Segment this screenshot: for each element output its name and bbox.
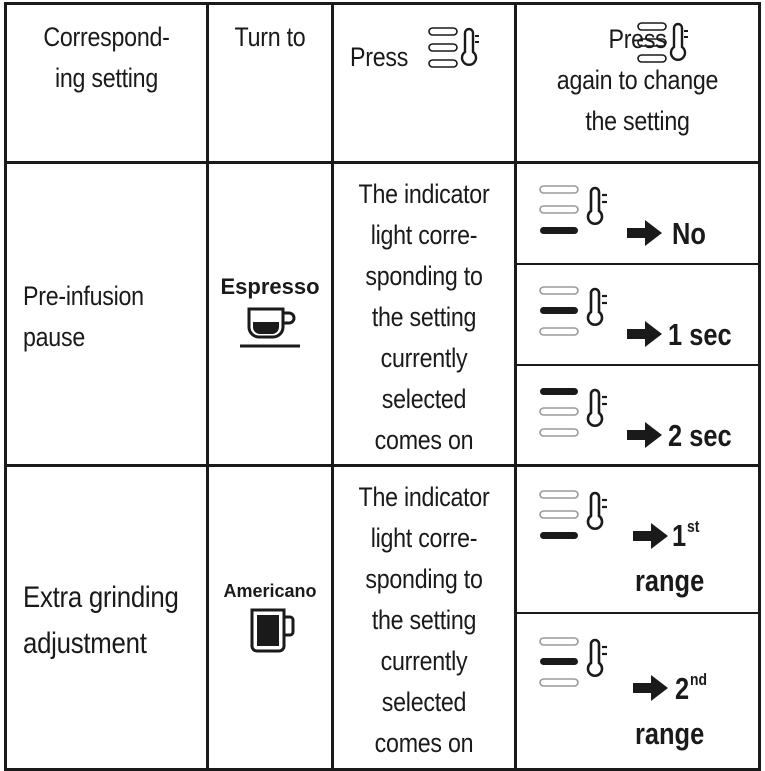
espresso-cup-icon (239, 306, 303, 352)
option-1st-range (517, 467, 758, 612)
header-label: Turn to (234, 22, 306, 52)
option-value-number: 1 (672, 518, 687, 553)
option-no (517, 164, 758, 263)
instruction-text: The indicator light corre- sponding to the setting currently selected comes on (358, 482, 490, 758)
option-value-ordinal: nd (689, 670, 708, 689)
setting-name-cell (7, 467, 206, 768)
header-press (334, 5, 514, 161)
setting-name: Pre-infusion pause (23, 281, 144, 352)
right-arrow-icon (627, 321, 663, 347)
header-turn-to (209, 5, 331, 161)
temperature-level-icon (539, 489, 619, 549)
option-value (675, 670, 707, 707)
americano-mug-icon (249, 607, 299, 655)
right-arrow-icon (627, 220, 663, 246)
temperature-level-icon (637, 22, 689, 66)
option-2nd-range (517, 614, 758, 768)
temperature-level-icon (539, 285, 619, 345)
header-label: Correspond- ing setting (43, 22, 170, 93)
setting-name-cell (7, 164, 206, 464)
header-press-again (517, 5, 758, 161)
mode-label: Espresso (220, 274, 320, 299)
right-arrow-icon (633, 675, 669, 701)
option-1-sec (517, 265, 758, 364)
temperature-level-icon (428, 27, 480, 71)
table-border-right (758, 2, 761, 771)
setting-name: Extra grinding adjustment (23, 581, 179, 660)
option-value: 1 sec (668, 317, 732, 352)
instruction-cell (334, 467, 514, 768)
header-label: Press again to change the setting (556, 24, 719, 136)
option-value-ordinal: st (686, 517, 700, 536)
option-value-word: range (635, 563, 705, 598)
right-arrow-icon (627, 422, 663, 448)
option-value-word: range (635, 716, 705, 751)
instruction-cell (334, 164, 514, 464)
option-2-sec (517, 366, 758, 464)
header-corresponding-setting (7, 5, 206, 161)
right-arrow-icon (633, 523, 669, 549)
instruction-text: The indicator light corre- sponding to the setting currently selected comes on (358, 179, 490, 455)
mode-label: Americano (223, 581, 317, 601)
header-label: Press (350, 42, 409, 72)
temperature-level-icon (539, 184, 619, 244)
option-value-number: 2 (675, 671, 690, 706)
temperature-level-icon (539, 386, 619, 446)
mode-cell (209, 164, 331, 464)
option-value: No (672, 216, 706, 251)
mode-cell (209, 467, 331, 768)
temperature-level-icon (539, 636, 619, 696)
option-value (672, 517, 699, 554)
option-value: 2 sec (668, 418, 732, 453)
